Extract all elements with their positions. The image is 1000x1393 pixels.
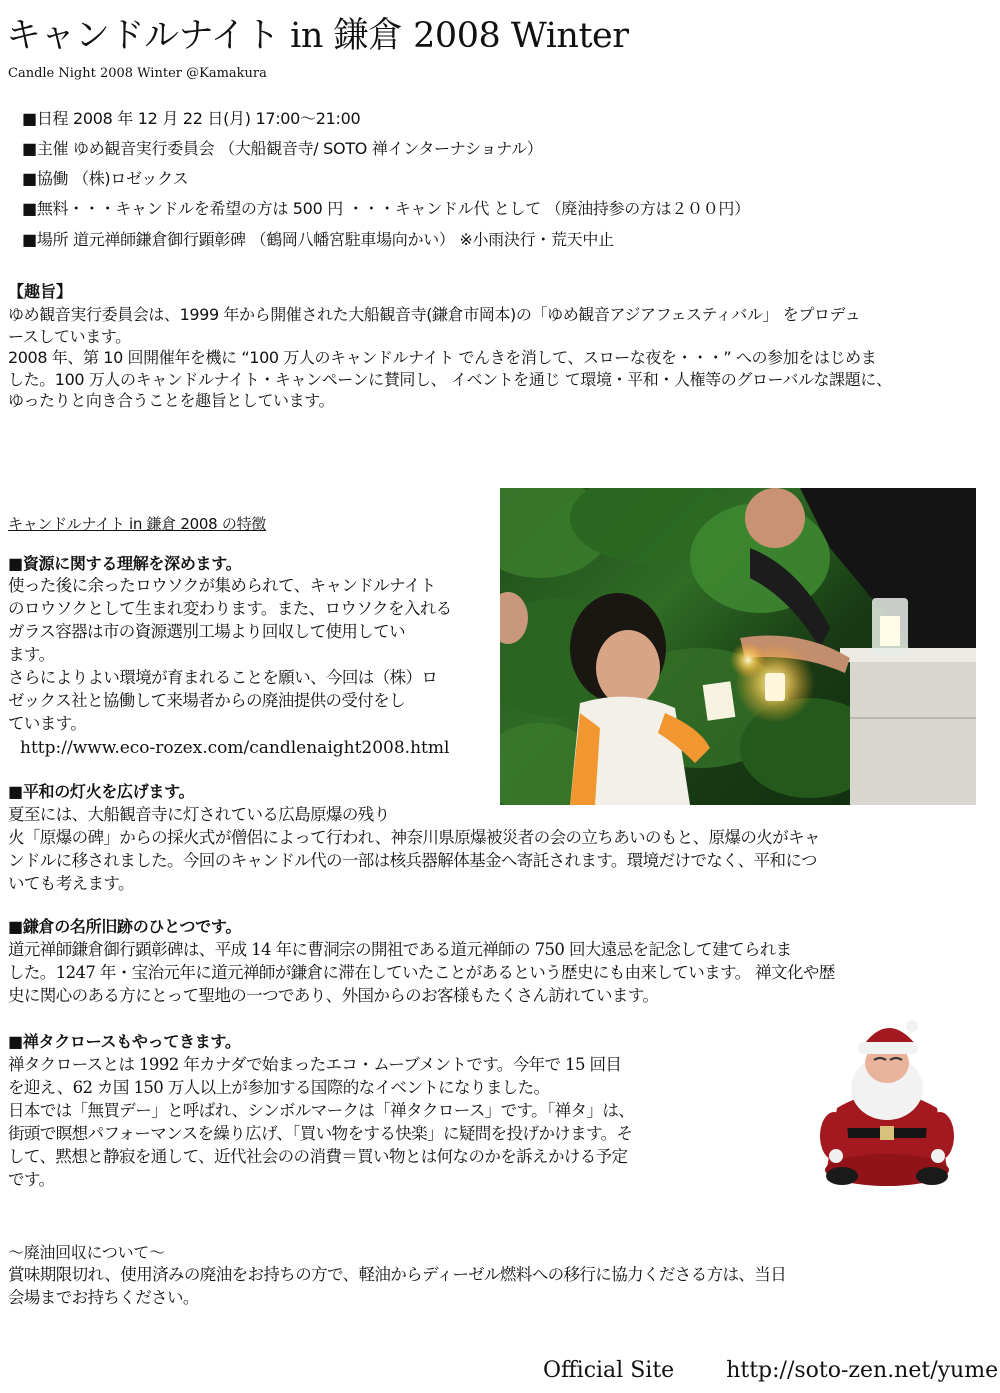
info-organizer: ■主催 ゆめ観音実行委員会 （大船観音寺/ SOTO 禅インターナショナル） [22,139,543,158]
official-site [543,1358,998,1384]
peace-line: いても考えます。 [8,874,134,893]
features-heading: キャンドルナイト in 鎌倉 2008 の特徴 [8,515,266,533]
peace-line: ンドルに移されました。今回のキャンドル代の一部は核兵器解体基金へ寄託されます。環境だけでなく、平和につ [8,851,817,870]
peace-body [8,803,983,895]
purpose-body [8,304,968,412]
zentaclaus-heading: ■禅タクロースもやってきます。 [8,1032,241,1051]
purpose-line: 2008 年、第 10 回開催年を機に “100 万人のキャンドルナイト でんきを消して、スローな夜を・・・” への参加をはじめま [8,348,877,367]
zentaclaus-line: 禅タクロースとは 1992 年カナダで始まったエコ・ムーブメントです。今年で 15 回目 [8,1055,622,1074]
oil-line: 会場までお持ちください。 [8,1288,199,1307]
kamakura-body [8,938,983,1007]
oil-heading: ～廃油回収について～ [8,1243,165,1262]
purpose-line: ゆめ観音実行委員会は、1999 年から開催された大船観音寺(鎌倉市岡本)の「ゆめ観音アジアフェスティバル」 をプロデュ [8,305,861,324]
rozex-link[interactable]: http://www.eco-rozex.com/candlenaight2008.html [20,738,450,758]
purpose-line: した。100 万人のキャンドルナイト・キャンペーンに賛同し、 イベントを通じ て環境・平和・人権等のグローバルな課題に、 [8,369,892,389]
purpose-line: ースしています。 [8,326,131,346]
zentaclaus-line: 街頭で瞑想パフォーマンスを繰り広げ、「買い物をする快楽」に疑問を投げかけます。そ [8,1124,633,1143]
page-title: キャンドルナイト in 鎌倉 2008 Winter [6,16,629,56]
resources-line: ゼックス社と協働して来場者からの廃油提供の受付をし [8,691,406,710]
resources-body [8,574,493,735]
zentaclaus-line: して、黙想と静寂を通して、近代社会のの消費＝買い物とは何なのかを訴えかける予定 [8,1147,628,1166]
resources-line: ています。 [8,714,87,733]
info-cooperation: ■協働 （株)ロゼックス [22,169,189,188]
official-site-label: Official Site [543,1358,675,1383]
official-site-url[interactable]: http://soto-zen.net/yume [726,1358,999,1383]
resources-heading: ■資源に関する理解を深めます。 [8,554,242,573]
zentaclaus-body [8,1053,803,1191]
resources-line: のロウソクとして生まれ変わります。また、ロウソクを入れる [8,599,452,618]
purpose-heading: 【趣旨】 [8,282,73,301]
info-schedule: ■日程 2008 年 12 月 22 日(月) 17:00～21:00 [22,109,361,128]
peace-line: 夏至には、大船観音寺に灯されている広島原爆の残り [8,805,390,824]
resources-line: ます。 [8,645,55,664]
resources-line: さらによりよい環境が育まれることを願い、今回は（株）ロ [8,668,438,687]
resources-line: ガラス容器は市の資源選別工場より回収して使用してい [8,622,406,641]
resources-line: 使った後に余ったロウソクが集められて、キャンドルナイト [8,576,436,595]
oil-line: 賞味期限切れ、使用済みの廃油をお持ちの方で、軽油からディーゼル燃料への移行に協力くださる方は、当日 [8,1265,787,1284]
kamakura-line: 史に関心のある方にとって聖地の一つであり、外国からのお客様もたくさん訪れています。 [8,986,659,1005]
candle-photo [500,488,976,805]
page-subtitle: Candle Night 2008 Winter @Kamakura [8,66,267,81]
zentaclaus-line: を迎え、62 カ国 150 万人以上が参加する国際的なイベントになりました。 [8,1078,550,1097]
info-fee: ■無料・・・キャンドルを希望の方は 500 円 ・・・キャンドル代 として （廃油持参の方は２００円） [22,199,750,218]
peace-heading: ■平和の灯火を広げます。 [8,782,195,801]
kamakura-line: 道元禅師鎌倉御行顕彰碑は、平成 14 年に曹洞宗の開祖である道元禅師の 750 回大遠忌を記念して建てられま [8,940,792,959]
oil-body [8,1263,983,1309]
purpose-line: ゆったりと向き合うことを趣旨としています。 [8,391,335,410]
peace-line: 火「原爆の碑」からの採火式が僧侶によって行われ、神奈川県原爆被災者の会の立ちあいのもと、原爆の火がキャ [8,828,820,847]
info-venue: ■場所 道元禅師鎌倉御行顕彰碑 （鶴岡八幡宮駐車場向かい） ※小雨決行・荒天中止 [22,230,614,249]
zentaclaus-line: です。 [8,1170,55,1189]
zentaclaus-line: 日本では「無買デー」と呼ばれ、シンボルマークは「禅タクロース」です。「禅タ」は、 [8,1101,635,1120]
kamakura-line: した。1247 年・宝治元年に道元禅師が鎌倉に滞在していたことがあるという歴史にも由来しています。 禅文化や歴 [8,963,835,982]
kamakura-heading: ■鎌倉の名所旧跡のひとつです。 [8,917,242,936]
zentaclaus-figure [812,1018,962,1190]
